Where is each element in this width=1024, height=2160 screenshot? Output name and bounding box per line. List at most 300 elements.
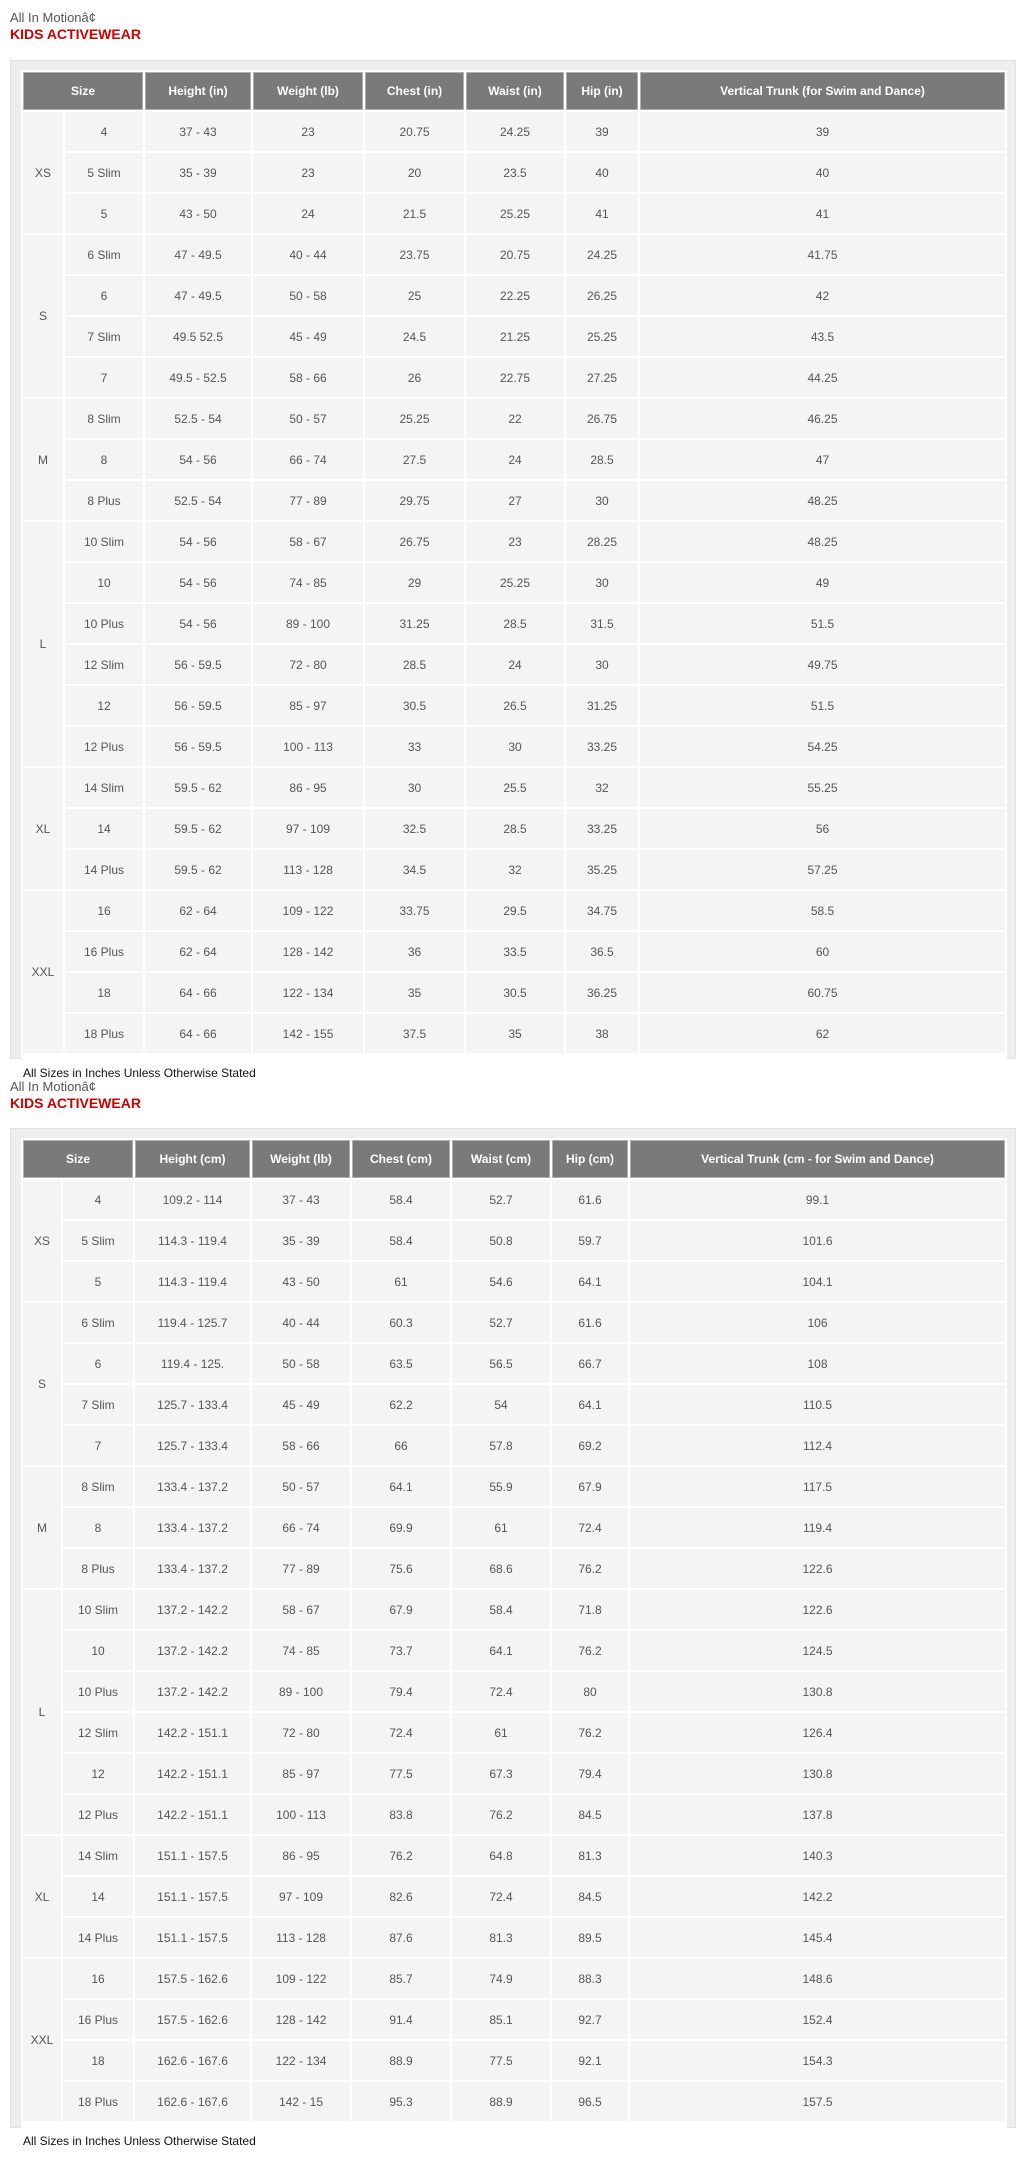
measurement-cell: 39 (566, 112, 638, 151)
measurement-cell: 56.5 (452, 1344, 550, 1383)
size-variant-cell: 14 Slim (65, 768, 143, 807)
measurement-cell: 54 - 56 (145, 440, 251, 479)
measurement-cell: 27 (466, 481, 564, 520)
size-variant-cell: 8 Slim (63, 1467, 133, 1506)
measurement-cell: 58.5 (640, 891, 1005, 930)
measurement-cell: 47 - 49.5 (145, 235, 251, 274)
column-header: Weight (lb) (252, 1140, 350, 1178)
measurement-cell: 125.7 - 133.4 (135, 1426, 250, 1465)
size-group-label: M (23, 399, 63, 520)
measurement-cell: 130.8 (630, 1672, 1005, 1711)
column-header: Waist (in) (466, 72, 564, 110)
measurement-cell: 67.3 (452, 1754, 550, 1793)
measurement-cell: 66.7 (552, 1344, 628, 1383)
measurement-cell: 38 (566, 1014, 638, 1053)
measurement-cell: 35 (365, 973, 464, 1012)
measurement-cell: 84.5 (552, 1795, 628, 1834)
measurement-cell: 81.3 (452, 1918, 550, 1957)
table-row (23, 2041, 1005, 2080)
table-row (23, 686, 1005, 725)
table-row (23, 235, 1005, 274)
size-group-label: XS (23, 1180, 61, 1301)
size-variant-cell: 10 (65, 563, 143, 602)
size-variant-cell: 10 Slim (65, 522, 143, 561)
measurement-cell: 85 - 97 (252, 1754, 350, 1793)
size-group-label: S (23, 1303, 61, 1465)
size-variant-cell: 6 Slim (63, 1303, 133, 1342)
measurement-cell: 96.5 (552, 2082, 628, 2121)
table-row (23, 1918, 1005, 1957)
measurement-cell: 119.4 - 125.7 (135, 1303, 250, 1342)
measurement-cell: 29 (365, 563, 464, 602)
measurement-cell: 56 - 59.5 (145, 727, 251, 766)
measurement-cell: 72.4 (452, 1672, 550, 1711)
table-row (23, 1221, 1005, 1260)
measurement-cell: 122 - 134 (253, 973, 363, 1012)
measurement-cell: 151.1 - 157.5 (135, 1836, 250, 1875)
measurement-cell: 50 - 58 (252, 1344, 350, 1383)
measurement-cell: 24.25 (466, 112, 564, 151)
measurement-cell: 37 - 43 (145, 112, 251, 151)
table-row (23, 481, 1005, 520)
measurement-cell: 57.25 (640, 850, 1005, 889)
measurement-cell: 33.5 (466, 932, 564, 971)
measurement-cell: 49.5 52.5 (145, 317, 251, 356)
measurement-cell: 20.75 (365, 112, 464, 151)
measurement-cell: 27.25 (566, 358, 638, 397)
measurement-cell: 108 (630, 1344, 1005, 1383)
measurement-cell: 119.4 - 125. (135, 1344, 250, 1383)
measurement-cell: 72.4 (552, 1508, 628, 1547)
size-variant-cell: 4 (65, 112, 143, 151)
measurement-cell: 43.5 (640, 317, 1005, 356)
size-variant-cell: 14 Plus (63, 1918, 133, 1957)
measurement-cell: 54.6 (452, 1262, 550, 1301)
measurement-cell: 85 - 97 (253, 686, 363, 725)
measurement-cell: 122.6 (630, 1549, 1005, 1588)
measurement-cell: 128 - 142 (252, 2000, 350, 2039)
measurement-cell: 25 (365, 276, 464, 315)
measurement-cell: 73.7 (352, 1631, 450, 1670)
measurement-cell: 21.5 (365, 194, 464, 233)
measurement-cell: 23 (253, 153, 363, 192)
measurement-cell: 36.25 (566, 973, 638, 1012)
table-row (23, 1180, 1005, 1219)
table-row (23, 809, 1005, 848)
measurement-cell: 26.25 (566, 276, 638, 315)
measurement-cell: 64.1 (452, 1631, 550, 1670)
measurement-cell: 87.6 (352, 1918, 450, 1957)
table-row (23, 1426, 1005, 1465)
size-variant-cell: 18 (65, 973, 143, 1012)
measurement-cell: 112.4 (630, 1426, 1005, 1465)
measurement-cell: 35 - 39 (145, 153, 251, 192)
measurement-cell: 100 - 113 (252, 1795, 350, 1834)
measurement-cell: 35 - 39 (252, 1221, 350, 1260)
measurement-cell: 114.3 - 119.4 (135, 1221, 250, 1260)
measurement-cell: 72.4 (352, 1713, 450, 1752)
size-variant-cell: 16 Plus (65, 932, 143, 971)
table-row (23, 522, 1005, 561)
size-variant-cell: 10 Plus (65, 604, 143, 643)
measurement-cell: 48.25 (640, 481, 1005, 520)
table-row (23, 1303, 1005, 1342)
size-variant-cell: 14 (65, 809, 143, 848)
measurement-cell: 46.25 (640, 399, 1005, 438)
measurement-cell: 62 - 64 (145, 891, 251, 930)
measurement-cell: 86 - 95 (252, 1836, 350, 1875)
measurement-cell: 95.3 (352, 2082, 450, 2121)
section-inches-title (10, 10, 1016, 42)
measurement-cell: 62 (640, 1014, 1005, 1053)
measurement-cell: 57.8 (452, 1426, 550, 1465)
measurement-cell: 86 - 95 (253, 768, 363, 807)
size-variant-cell: 18 (63, 2041, 133, 2080)
measurement-cell: 55.25 (640, 768, 1005, 807)
measurement-cell: 101.6 (630, 1221, 1005, 1260)
column-header: Size (23, 72, 143, 110)
measurement-cell: 40 - 44 (252, 1303, 350, 1342)
measurement-cell: 133.4 - 137.2 (135, 1467, 250, 1506)
measurement-cell: 99.1 (630, 1180, 1005, 1219)
measurement-cell: 68.6 (452, 1549, 550, 1588)
measurement-cell: 61.6 (552, 1180, 628, 1219)
size-group-label: XS (23, 112, 63, 233)
measurement-cell: 51.5 (640, 686, 1005, 725)
measurement-cell: 77 - 89 (252, 1549, 350, 1588)
measurement-cell: 32 (466, 850, 564, 889)
size-variant-cell: 7 Slim (65, 317, 143, 356)
measurement-cell: 54 - 56 (145, 522, 251, 561)
measurement-cell: 133.4 - 137.2 (135, 1508, 250, 1547)
measurement-cell: 23.5 (466, 153, 564, 192)
measurement-cell: 26.75 (365, 522, 464, 561)
measurement-cell: 51.5 (640, 604, 1005, 643)
measurement-cell: 20.75 (466, 235, 564, 274)
size-variant-cell: 8 Plus (63, 1549, 133, 1588)
measurement-cell: 40 - 44 (253, 235, 363, 274)
size-variant-cell: 12 Slim (65, 645, 143, 684)
measurement-cell: 61 (452, 1508, 550, 1547)
measurement-cell: 59.5 - 62 (145, 809, 251, 848)
measurement-cell: 37 - 43 (252, 1180, 350, 1219)
measurement-cell: 114.3 - 119.4 (135, 1262, 250, 1301)
measurement-cell: 54.25 (640, 727, 1005, 766)
measurement-cell: 52.5 - 54 (145, 399, 251, 438)
size-group-label: XL (23, 1836, 61, 1957)
measurement-cell: 56 - 59.5 (145, 686, 251, 725)
size-variant-cell: 7 (63, 1426, 133, 1465)
measurement-cell: 137.8 (630, 1795, 1005, 1834)
table-row (23, 1262, 1005, 1301)
table-row (23, 1467, 1005, 1506)
measurement-cell: 79.4 (552, 1754, 628, 1793)
table-row (23, 973, 1005, 1012)
measurement-cell: 60 (640, 932, 1005, 971)
table-row (23, 563, 1005, 602)
measurement-cell: 35.25 (566, 850, 638, 889)
table-row (23, 1713, 1005, 1752)
size-variant-cell: 5 Slim (63, 1221, 133, 1260)
measurement-cell: 142.2 - 151.1 (135, 1795, 250, 1834)
size-variant-cell: 10 (63, 1631, 133, 1670)
measurement-cell: 30 (566, 563, 638, 602)
measurement-cell: 72 - 80 (253, 645, 363, 684)
measurement-cell: 157.5 - 162.6 (135, 1959, 250, 1998)
measurement-cell: 24.25 (566, 235, 638, 274)
measurement-cell: 58 - 66 (253, 358, 363, 397)
measurement-cell: 54 - 56 (145, 563, 251, 602)
table-row (23, 1385, 1005, 1424)
measurement-cell: 22.75 (466, 358, 564, 397)
measurement-cell: 97 - 109 (252, 1877, 350, 1916)
table-header-row (23, 72, 1005, 110)
size-variant-cell: 14 Plus (65, 850, 143, 889)
measurement-cell: 145.4 (630, 1918, 1005, 1957)
column-header: Chest (in) (365, 72, 464, 110)
measurement-cell: 26.5 (466, 686, 564, 725)
measurement-cell: 64 - 66 (145, 973, 251, 1012)
table-row (23, 194, 1005, 233)
measurement-cell: 50.8 (452, 1221, 550, 1260)
measurement-cell: 69.9 (352, 1508, 450, 1547)
table-row (23, 358, 1005, 397)
size-variant-cell: 6 (65, 276, 143, 315)
measurement-cell: 47 - 49.5 (145, 276, 251, 315)
measurement-cell: 62.2 (352, 1385, 450, 1424)
table-row (23, 1549, 1005, 1588)
measurement-cell: 88.9 (352, 2041, 450, 2080)
measurement-cell: 35 (466, 1014, 564, 1053)
table-row (23, 1590, 1005, 1629)
measurement-cell: 30.5 (466, 973, 564, 1012)
table-row (23, 1344, 1005, 1383)
measurement-cell: 92.7 (552, 2000, 628, 2039)
measurement-cell: 154.3 (630, 2041, 1005, 2080)
table-row (23, 1754, 1005, 1793)
measurement-cell: 33 (365, 727, 464, 766)
measurement-cell: 37.5 (365, 1014, 464, 1053)
measurement-cell: 34.75 (566, 891, 638, 930)
measurement-cell: 43 - 50 (145, 194, 251, 233)
measurement-cell: 85.1 (452, 2000, 550, 2039)
column-header: Hip (in) (566, 72, 638, 110)
section-heading: KIDS ACTIVEWEAR (10, 26, 141, 42)
measurement-cell: 40 (640, 153, 1005, 192)
size-variant-cell: 7 Slim (63, 1385, 133, 1424)
table-row (23, 932, 1005, 971)
measurement-cell: 157.5 - 162.6 (135, 2000, 250, 2039)
table-row (23, 1672, 1005, 1711)
measurement-cell: 61 (452, 1713, 550, 1752)
measurement-cell: 137.2 - 142.2 (135, 1590, 250, 1629)
column-header: Weight (lb) (253, 72, 363, 110)
measurement-cell: 142 - 15 (252, 2082, 350, 2121)
measurement-cell: 89 - 100 (252, 1672, 350, 1711)
measurement-cell: 64 - 66 (145, 1014, 251, 1053)
measurement-cell: 148.6 (630, 1959, 1005, 1998)
measurement-cell: 100 - 113 (253, 727, 363, 766)
measurement-cell: 49.5 - 52.5 (145, 358, 251, 397)
table-row (23, 276, 1005, 315)
table-row (23, 2000, 1005, 2039)
measurement-cell: 64.1 (352, 1467, 450, 1506)
measurement-cell: 30.5 (365, 686, 464, 725)
measurement-cell: 104.1 (630, 1262, 1005, 1301)
table-row (23, 317, 1005, 356)
measurement-cell: 30 (466, 727, 564, 766)
table-row (23, 440, 1005, 479)
measurement-cell: 24.5 (365, 317, 464, 356)
measurement-cell: 76.2 (552, 1631, 628, 1670)
measurement-cell: 58 - 67 (253, 522, 363, 561)
measurement-cell: 79.4 (352, 1672, 450, 1711)
size-variant-cell: 12 (63, 1754, 133, 1793)
measurement-cell: 74 - 85 (252, 1631, 350, 1670)
measurement-cell: 76.2 (352, 1836, 450, 1875)
measurement-cell: 117.5 (630, 1467, 1005, 1506)
measurement-cell: 58.4 (352, 1180, 450, 1219)
size-variant-cell: 8 (65, 440, 143, 479)
measurement-cell: 52.7 (452, 1303, 550, 1342)
measurement-cell: 151.1 - 157.5 (135, 1918, 250, 1957)
measurement-cell: 152.4 (630, 2000, 1005, 2039)
column-header: Vertical Trunk (cm - for Swim and Dance) (630, 1140, 1005, 1178)
table-row (23, 891, 1005, 930)
measurement-cell: 23 (466, 522, 564, 561)
size-group-label: L (23, 522, 63, 766)
table-row (23, 1836, 1005, 1875)
measurement-cell: 33.25 (566, 809, 638, 848)
measurement-cell: 84.5 (552, 1877, 628, 1916)
measurement-cell: 69.2 (552, 1426, 628, 1465)
measurement-cell: 29.5 (466, 891, 564, 930)
measurement-cell: 25.25 (466, 194, 564, 233)
size-variant-cell: 8 (63, 1508, 133, 1547)
measurement-cell: 31.25 (566, 686, 638, 725)
units-note: All Sizes in Inches Unless Otherwise Stated (21, 2123, 1007, 2160)
measurement-cell: 74 - 85 (253, 563, 363, 602)
measurement-cell: 47 (640, 440, 1005, 479)
measurement-cell: 63.5 (352, 1344, 450, 1383)
table-row (23, 850, 1005, 889)
measurement-cell: 64.1 (552, 1262, 628, 1301)
size-chart-cm-table (21, 1138, 1007, 2123)
units-note: All Sizes in Inches Unless Otherwise Stated (21, 1055, 1007, 1092)
measurement-cell: 109 - 122 (252, 1959, 350, 1998)
measurement-cell: 31.5 (566, 604, 638, 643)
measurement-cell: 75.6 (352, 1549, 450, 1588)
measurement-cell: 157.5 (630, 2082, 1005, 2121)
measurement-cell: 48.25 (640, 522, 1005, 561)
measurement-cell: 61 (352, 1262, 450, 1301)
measurement-cell: 92.1 (552, 2041, 628, 2080)
measurement-cell: 56 - 59.5 (145, 645, 251, 684)
table-header-row (23, 1140, 1005, 1178)
measurement-cell: 23 (253, 112, 363, 151)
measurement-cell: 82.6 (352, 1877, 450, 1916)
measurement-cell: 122 - 134 (252, 2041, 350, 2080)
measurement-cell: 142.2 - 151.1 (135, 1713, 250, 1752)
size-variant-cell: 8 Slim (65, 399, 143, 438)
measurement-cell: 28.5 (365, 645, 464, 684)
table-row (23, 1631, 1005, 1670)
measurement-cell: 30 (566, 645, 638, 684)
measurement-cell: 81.3 (552, 1836, 628, 1875)
size-variant-cell: 5 (65, 194, 143, 233)
measurement-cell: 72 - 80 (252, 1713, 350, 1752)
size-variant-cell: 10 Plus (63, 1672, 133, 1711)
size-variant-cell: 16 (65, 891, 143, 930)
measurement-cell: 43 - 50 (252, 1262, 350, 1301)
size-variant-cell: 7 (65, 358, 143, 397)
measurement-cell: 49 (640, 563, 1005, 602)
measurement-cell: 50 - 58 (253, 276, 363, 315)
measurement-cell: 45 - 49 (253, 317, 363, 356)
measurement-cell: 109.2 - 114 (135, 1180, 250, 1219)
measurement-cell: 22.25 (466, 276, 564, 315)
measurement-cell: 76.2 (452, 1795, 550, 1834)
size-group-label: L (23, 1590, 61, 1834)
measurement-cell: 52.5 - 54 (145, 481, 251, 520)
measurement-cell: 60.75 (640, 973, 1005, 1012)
size-variant-cell: 10 Slim (63, 1590, 133, 1629)
measurement-cell: 142.2 (630, 1877, 1005, 1916)
measurement-cell: 122.6 (630, 1590, 1005, 1629)
size-group-label: S (23, 235, 63, 397)
measurement-cell: 58.4 (452, 1590, 550, 1629)
measurement-cell: 58 - 67 (252, 1590, 350, 1629)
measurement-cell: 54 (452, 1385, 550, 1424)
measurement-cell: 140.3 (630, 1836, 1005, 1875)
measurement-cell: 26.75 (566, 399, 638, 438)
measurement-cell: 25.5 (466, 768, 564, 807)
size-variant-cell: 6 Slim (65, 235, 143, 274)
measurement-cell: 55.9 (452, 1467, 550, 1506)
measurement-cell: 66 - 74 (253, 440, 363, 479)
measurement-cell: 39 (640, 112, 1005, 151)
measurement-cell: 58.4 (352, 1221, 450, 1260)
measurement-cell: 119.4 (630, 1508, 1005, 1547)
table-row (23, 604, 1005, 643)
measurement-cell: 61.6 (552, 1303, 628, 1342)
measurement-cell: 25.25 (566, 317, 638, 356)
size-variant-cell: 5 (63, 1262, 133, 1301)
size-variant-cell: 18 Plus (63, 2082, 133, 2121)
measurement-cell: 91.4 (352, 2000, 450, 2039)
brand-name: All In Motionâ¢ (10, 1079, 96, 1094)
column-header: Vertical Trunk (for Swim and Dance) (640, 72, 1005, 110)
measurement-cell: 52.7 (452, 1180, 550, 1219)
measurement-cell: 59.5 - 62 (145, 768, 251, 807)
measurement-cell: 41 (640, 194, 1005, 233)
measurement-cell: 128 - 142 (253, 932, 363, 971)
measurement-cell: 58 - 66 (252, 1426, 350, 1465)
measurement-cell: 89 - 100 (253, 604, 363, 643)
measurement-cell: 34.5 (365, 850, 464, 889)
measurement-cell: 64.1 (552, 1385, 628, 1424)
measurement-cell: 130.8 (630, 1754, 1005, 1793)
measurement-cell: 32 (566, 768, 638, 807)
column-header: Waist (cm) (452, 1140, 550, 1178)
measurement-cell: 28.5 (466, 809, 564, 848)
size-variant-cell: 6 (63, 1344, 133, 1383)
measurement-cell: 22 (466, 399, 564, 438)
measurement-cell: 28.5 (566, 440, 638, 479)
measurement-cell: 126.4 (630, 1713, 1005, 1752)
measurement-cell: 74.9 (452, 1959, 550, 1998)
size-group-label: XXL (23, 891, 63, 1053)
